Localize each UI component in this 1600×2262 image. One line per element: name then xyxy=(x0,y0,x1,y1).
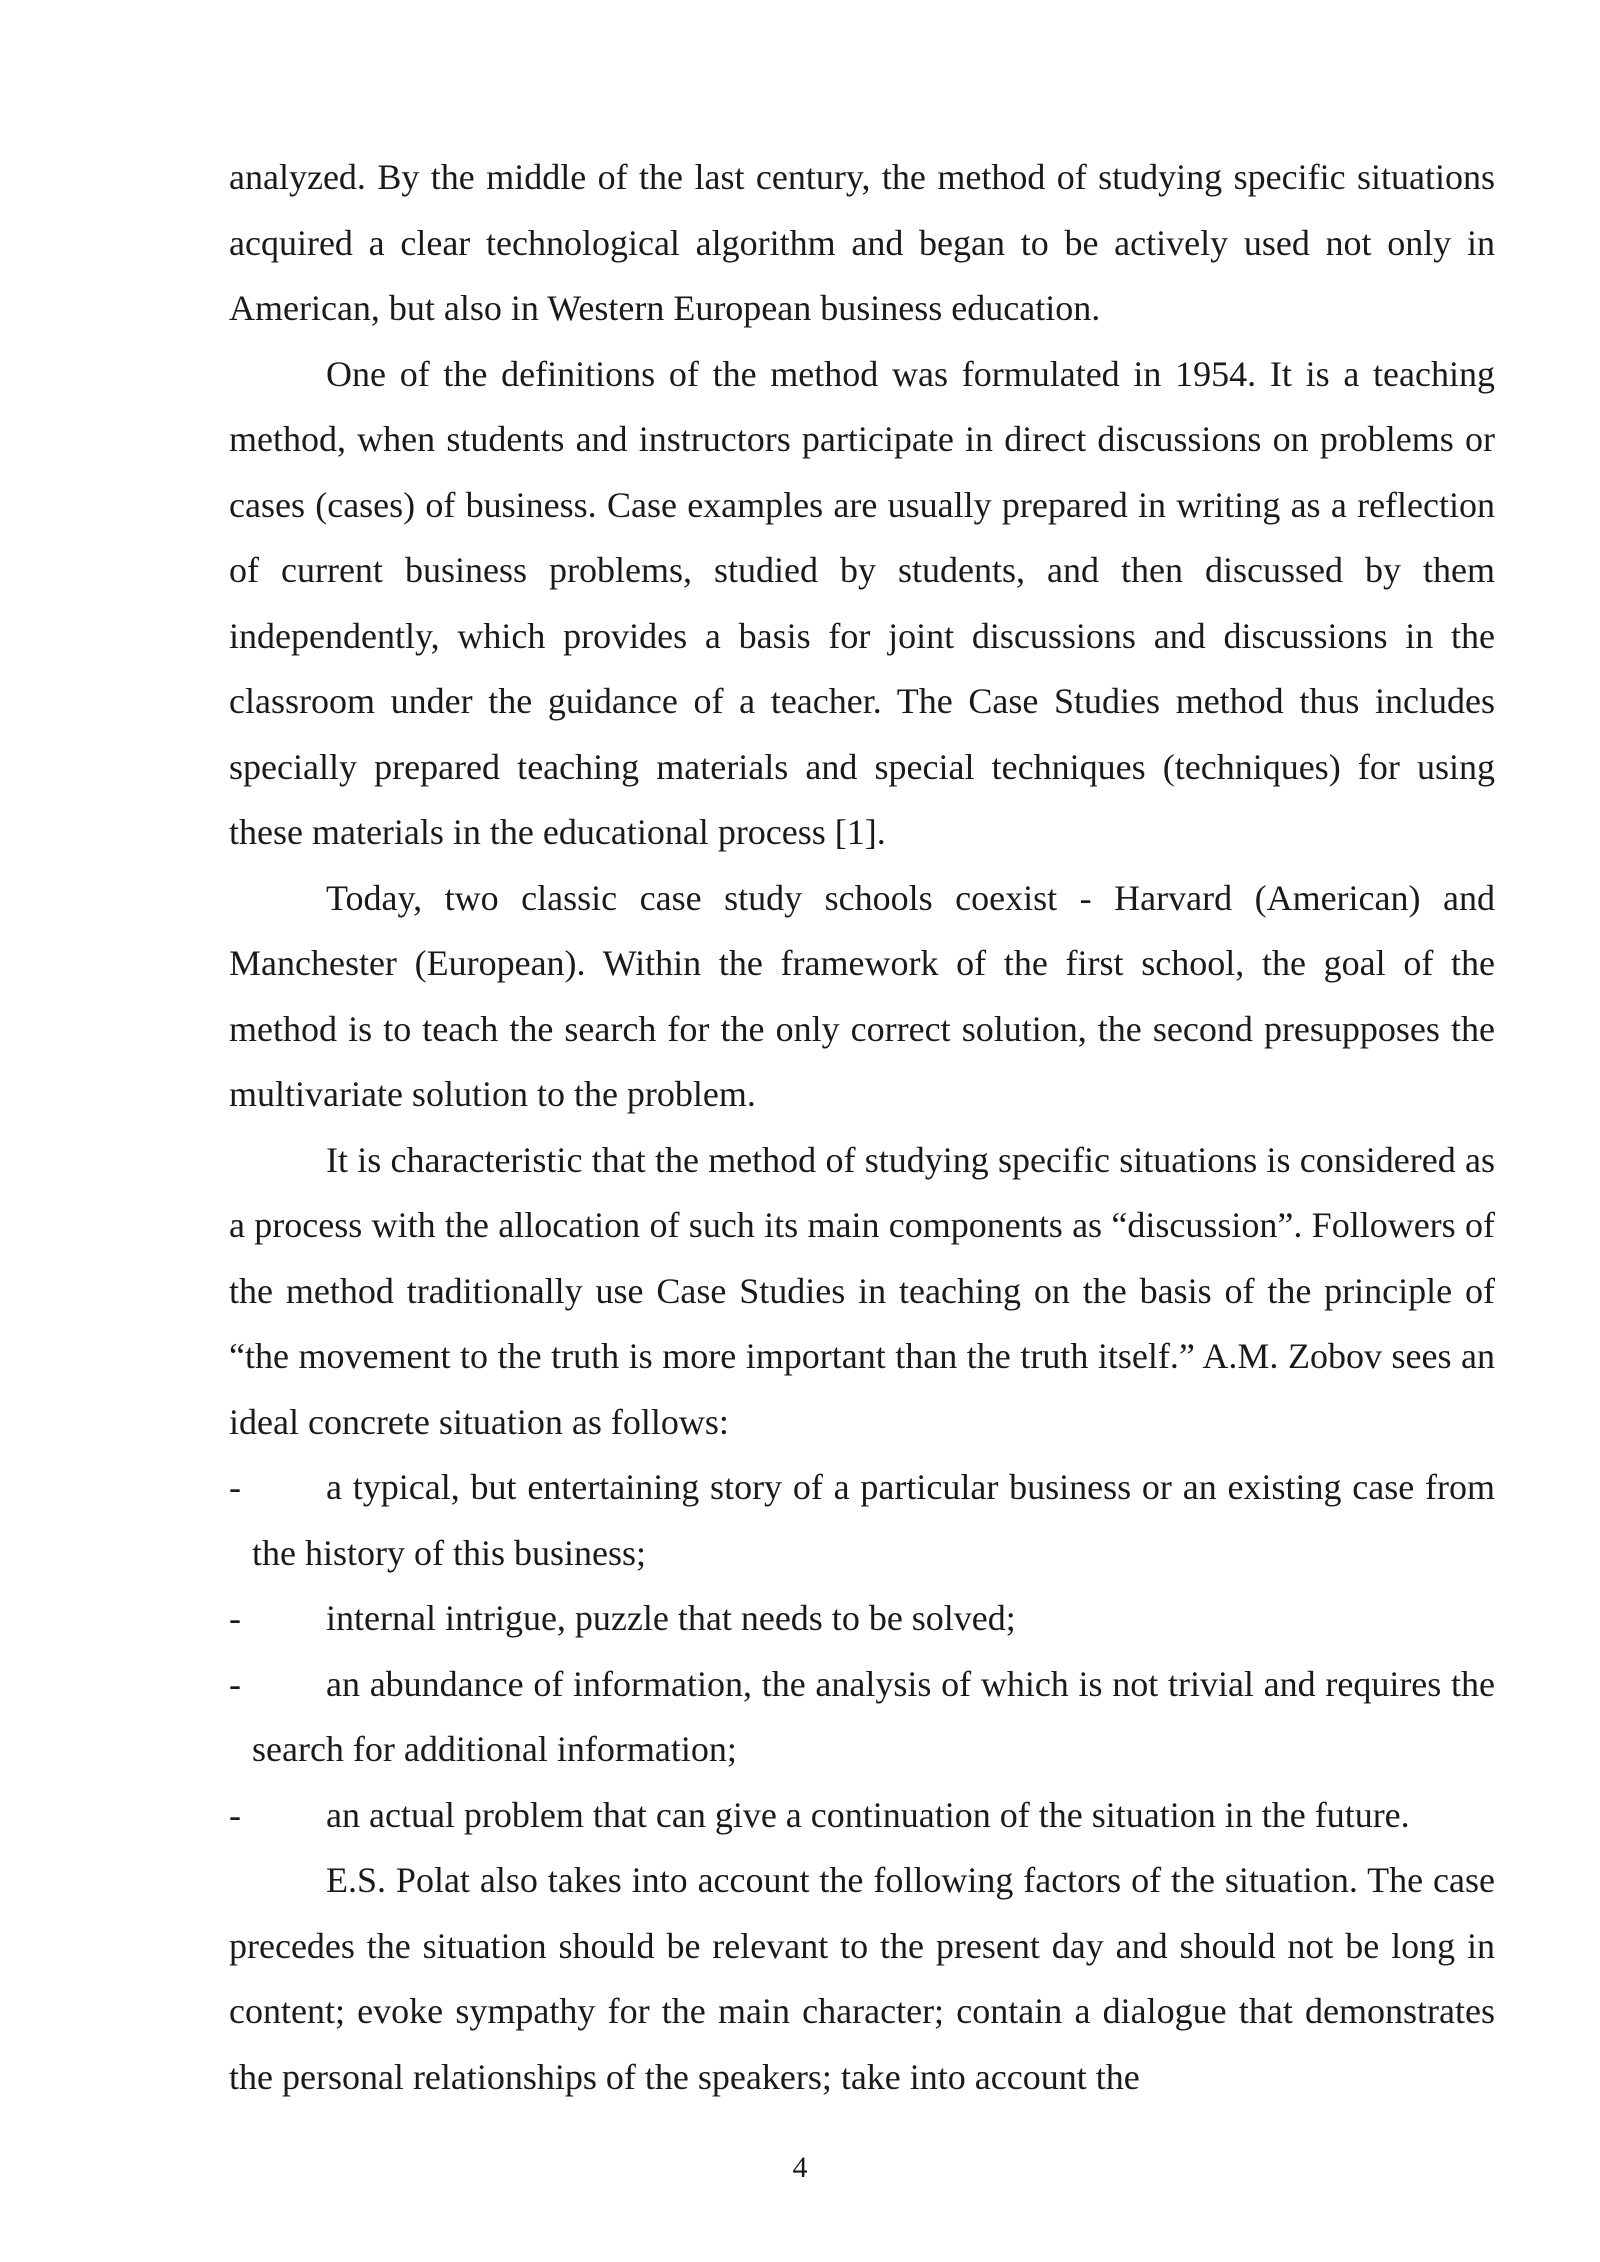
bullet-list xyxy=(229,1455,1495,1848)
paragraph-continued: analyzed. By the middle of the last century, the method of studying specific situations acquired a clear technological algorithm and began to be actively used not only in American, but also in Western European business education. xyxy=(229,157,1495,328)
list-item xyxy=(229,1586,1495,1652)
page-number: 4 xyxy=(792,2151,808,2184)
list-item xyxy=(229,1783,1495,1849)
paragraph-polat: E.S. Polat also takes into account the following factors of the situation. The case precedes the situation should be relevant to the present day and should not be long in content; evoke sympathy for the main character; contain a dialogue that demonstrates the personal relationships of the speakers; take into account the xyxy=(229,1860,1495,2097)
list-bullet: - xyxy=(229,1663,241,1704)
list-item-text: an actual problem that can give a continuation of the situation in the future. xyxy=(326,1794,1410,1835)
list-bullet: - xyxy=(229,1598,241,1638)
list-item-text: an abundance of information, the analysis of which is not trivial and requires the search for additional information; xyxy=(252,1663,1495,1769)
paragraph-characteristic: It is characteristic that the method of studying specific situations is considered as a process with the allocation of such its main components as “discussion”. Followers of the method traditionally use Case Studies in teaching on the basis of the principle of “the movement to the truth is more important than the truth itself.” A.M. Zobov sees an ideal concrete situation as follows: xyxy=(229,1139,1495,1442)
list-item xyxy=(229,1652,1495,1783)
page-body xyxy=(229,145,1495,2110)
list-item xyxy=(229,1455,1495,1586)
paragraph-schools: Today, two classic case study schools coexist - Harvard (American) and Manchester (European). Within the framework of the first school, the goal of the method is to teach the search for the only correct solution, the second presupposes the multivariate solution to the problem. xyxy=(229,877,1495,1114)
list-item-text: a typical, but entertaining story of a particular business or an existing case from the history of this business; xyxy=(252,1467,1495,1573)
list-bullet: - xyxy=(229,1467,241,1507)
list-bullet: - xyxy=(229,1794,241,1835)
paragraph-definition: One of the definitions of the method was formulated in 1954. It is a teaching method, when students and instructors participate in direct discussions on problems or cases (cases) of business. Case examples are usually prepared in writing as a reflection of current business problems, studied by students, and then discussed by them independently, which provides a basis for joint discussions and discussions in the classroom under the guidance of a teacher. The Case Studies method thus includes specially prepared teaching materials and special techniques (techniques) for using these materials in the educational process [1]. xyxy=(229,353,1495,852)
list-item-text: internal intrigue, puzzle that needs to be solved; xyxy=(326,1598,1016,1638)
